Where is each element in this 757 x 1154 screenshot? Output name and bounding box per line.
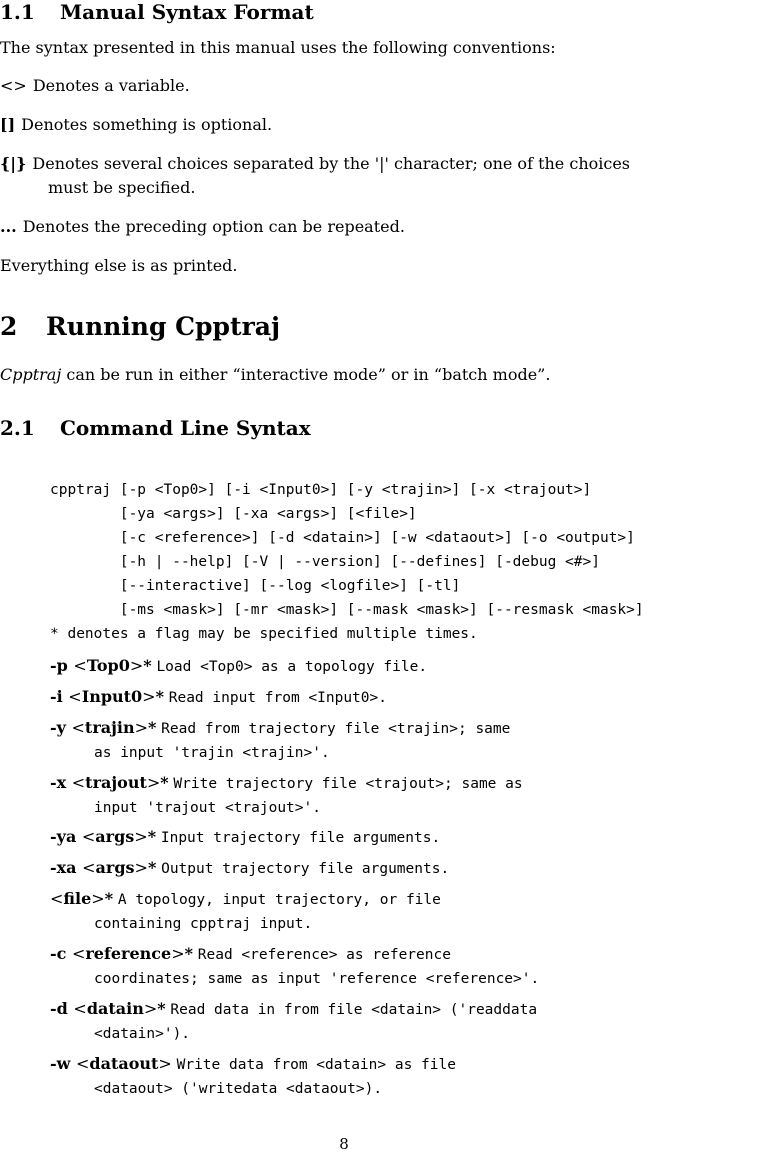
option-arg: Input0: [81, 687, 143, 706]
star-note: * denotes a flag may be specified multiple times.: [50, 626, 478, 642]
section-2-intro: [0, 365, 550, 385]
option-term: <file>*: [50, 889, 114, 908]
option-item: [50, 997, 537, 1046]
section-title: Command Line Syntax: [60, 416, 311, 440]
option-term: -w <dataout>: [50, 1054, 172, 1073]
option-description-continued: coordinates; same as input 'reference <reference>'.: [94, 971, 540, 987]
option-repeatable-star: *: [143, 656, 152, 675]
option-description: Read input from <Input0>.: [168, 690, 387, 706]
option-description: Load <Top0> as a topology file.: [156, 659, 428, 675]
convention-text: Denotes a variable.: [32, 76, 190, 95]
convention-optional: [0, 113, 272, 137]
option-description: A topology, input trajectory, or file: [117, 892, 441, 908]
option-arg: reference: [85, 944, 172, 963]
option-description: Read data in from file <datain> ('readdata: [170, 1002, 538, 1018]
option-term: -ya <args>*: [50, 827, 157, 846]
convention-repeat: [0, 215, 405, 239]
option-term: -y <trajin>*: [50, 718, 157, 737]
option-description: Write data from <datain> as file: [176, 1057, 456, 1073]
option-item: [50, 1052, 456, 1101]
option-description-continued: input 'trajout <trajout>'.: [94, 800, 321, 816]
option-repeatable-star: *: [160, 773, 169, 792]
option-description-continued: <dataout> ('writedata <dataout>).: [94, 1081, 383, 1097]
program-name: Cpptraj: [0, 365, 62, 384]
convention-text: Denotes several choices separated by the '|' character; one of the choices: [32, 154, 631, 173]
option-description-continued: containing cpptraj input.: [94, 916, 313, 932]
convention-text: Denotes something is optional.: [21, 115, 273, 134]
intro-paragraph: The syntax presented in this manual uses the following conventions:: [0, 38, 556, 57]
option-description: Read <reference> as reference: [197, 947, 451, 963]
outro-paragraph: Everything else is as printed.: [0, 256, 238, 275]
option-item: [50, 942, 539, 991]
option-item: [50, 685, 387, 710]
option-repeatable-star: *: [147, 827, 157, 846]
option-item: [50, 887, 441, 936]
option-description: Output trajectory file arguments.: [161, 861, 450, 877]
option-arg: file: [63, 889, 92, 908]
option-arg: dataout: [89, 1054, 159, 1073]
convention-text-continued: must be specified.: [48, 178, 196, 197]
option-arg: trajin: [84, 718, 135, 737]
option-arg: args: [95, 827, 135, 846]
option-repeatable-star: *: [184, 944, 193, 963]
option-term: -x <trajout>*: [50, 773, 169, 792]
convention-text: Denotes the preceding option can be repeated.: [22, 217, 405, 236]
option-description: Input trajectory file arguments.: [160, 830, 441, 846]
option-term: -d <datain>*: [50, 999, 166, 1018]
page-number: 8: [339, 1135, 349, 1153]
option-arg: datain: [86, 999, 144, 1018]
convention-symbol: {|}: [0, 154, 27, 173]
option-flag: -xa: [50, 858, 77, 877]
option-description-continued: <datain>').: [94, 1026, 191, 1042]
convention-symbol: ...: [0, 217, 17, 236]
option-flag: -p: [50, 656, 68, 675]
option-item: [50, 825, 440, 850]
section-number: 2.1: [0, 416, 35, 440]
option-repeatable-star: *: [104, 889, 114, 908]
convention-symbol: <>: [0, 76, 27, 95]
option-flag: -y: [50, 718, 66, 737]
option-term: -p <Top0>*: [50, 656, 152, 675]
option-description: Write trajectory file <trajout>; same as: [173, 776, 523, 792]
option-flag: -d: [50, 999, 68, 1018]
section-heading-1-1: [0, 0, 314, 24]
option-arg: args: [95, 858, 135, 877]
option-flag: -w: [50, 1054, 71, 1073]
convention-symbol: []: [0, 115, 16, 134]
section-heading-2: [0, 312, 280, 342]
option-item: [50, 654, 427, 679]
convention-choices: [0, 152, 630, 200]
section-title: Manual Syntax Format: [60, 0, 314, 24]
option-term: -i <Input0>*: [50, 687, 164, 706]
option-item: [50, 856, 449, 881]
section-title: Running Cpptraj: [46, 312, 280, 341]
section-number: 1.1: [0, 0, 35, 24]
option-term: -c <reference>*: [50, 944, 193, 963]
option-flag: -ya: [50, 827, 77, 846]
command-syntax-block: cpptraj [-p <Top0>] [-i <Input0>] [-y <trajin>] [-x <trajout>] [-ya <args>] [-xa <args>] [<file>] [-c <reference>] [-d <datain>] [-w <dataout>] [-o <output>] [-h | --help] [-V | --version] [--defines] [-debug <#>] [--interactive] [--log <logfile>] [-tl] [-ms <mask>] [-mr <mask>] [--mask <mask>] [--resmask <mask>]: [50, 482, 644, 618]
section-heading-2-1: [0, 416, 311, 440]
option-repeatable-star: *: [147, 858, 157, 877]
option-description-continued: as input 'trajin <trajin>'.: [94, 745, 330, 761]
option-arg: trajout: [85, 773, 147, 792]
option-repeatable-star: *: [157, 999, 166, 1018]
option-item: [50, 716, 510, 765]
option-term: -xa <args>*: [50, 858, 157, 877]
option-item: [50, 771, 523, 820]
option-arg: Top0: [86, 656, 130, 675]
option-description: Read from trajectory file <trajin>; same: [161, 721, 511, 737]
option-repeatable-star: *: [155, 687, 164, 706]
convention-variable: [0, 74, 190, 98]
option-flag: -c: [50, 944, 67, 963]
section-number: 2: [0, 312, 18, 341]
option-flag: -x: [50, 773, 67, 792]
option-repeatable-star: *: [148, 718, 157, 737]
option-flag: -i: [50, 687, 63, 706]
section-2-intro-text: can be run in either “interactive mode” or in “batch mode”.: [61, 365, 551, 384]
